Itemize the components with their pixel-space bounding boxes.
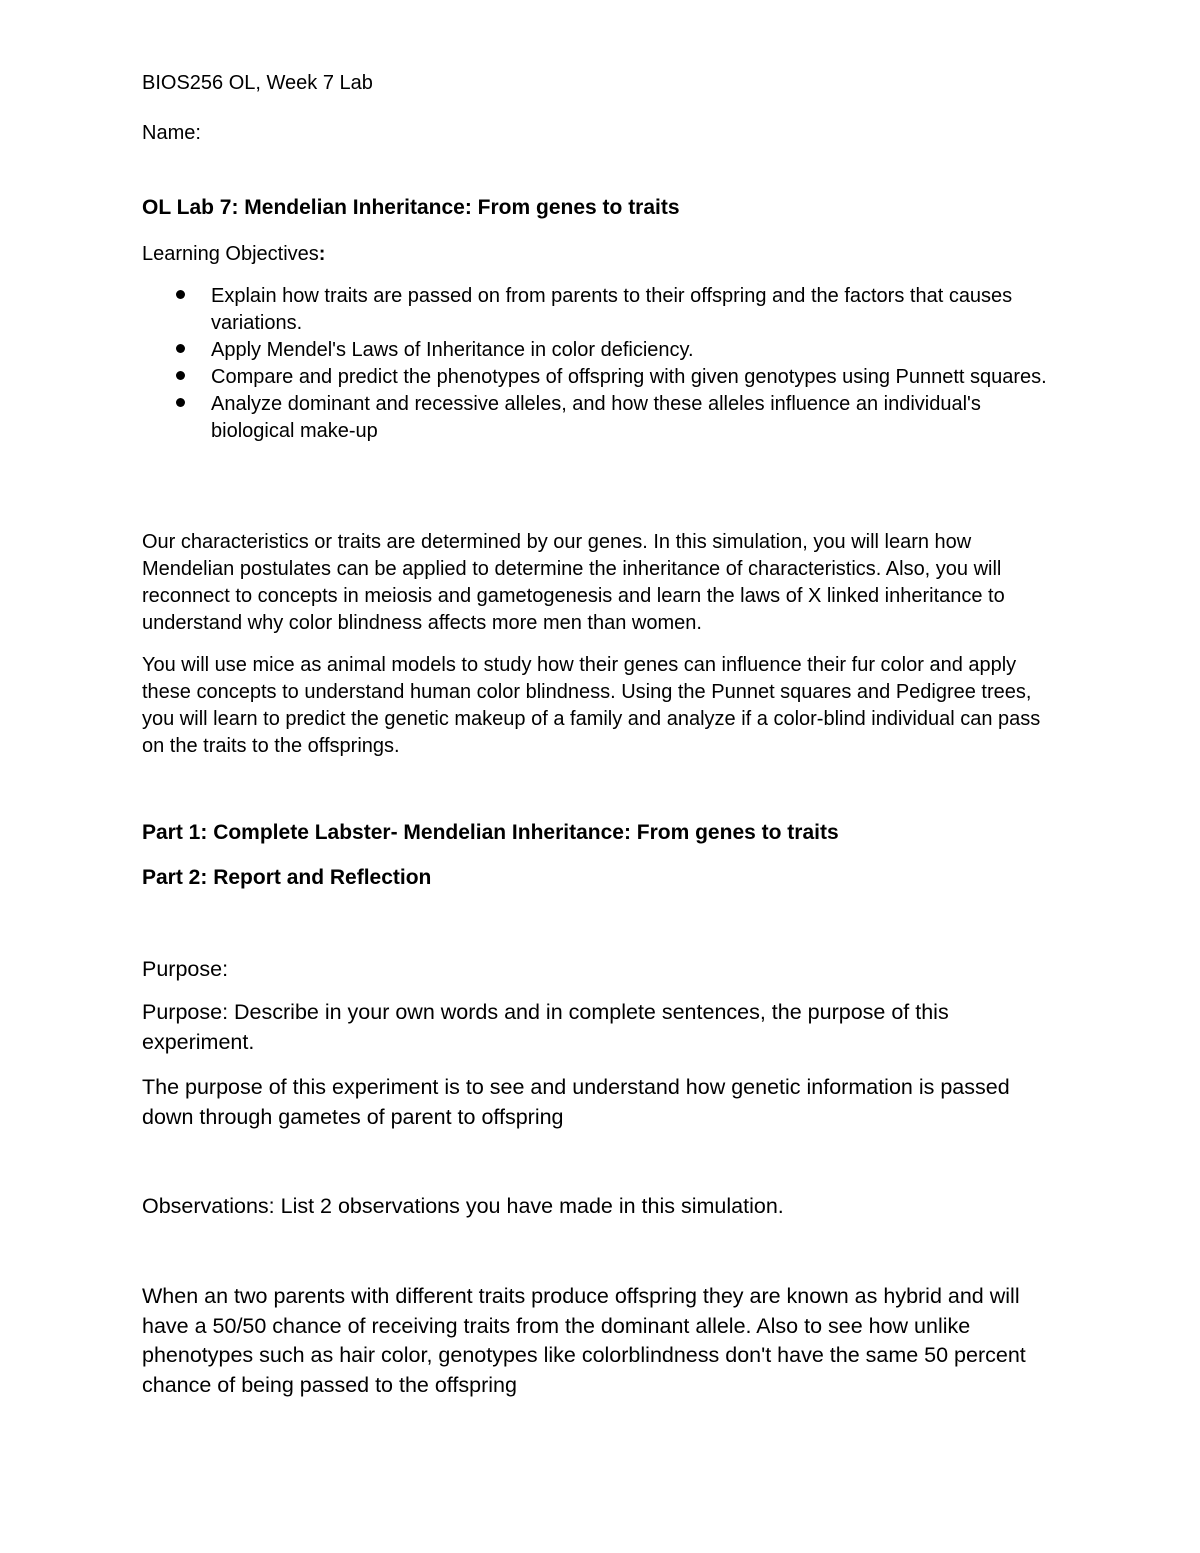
objective-text: Apply Mendel's Laws of Inheritance in color deficiency. xyxy=(211,339,694,361)
objective-item xyxy=(142,283,1062,337)
objective-text: Explain how traits are passed on from parents to their offspring and the factors that causes variations. xyxy=(211,285,1013,334)
objectives-heading xyxy=(142,241,325,268)
objective-item xyxy=(142,364,1062,391)
purpose-label: Purpose: xyxy=(142,957,229,981)
bullet-icon xyxy=(176,290,185,299)
bullet-icon xyxy=(176,344,185,353)
objective-item xyxy=(142,337,1062,364)
course-header: BIOS256 OL, Week 7 Lab xyxy=(142,72,373,94)
objective-text: Analyze dominant and recessive alleles, and how these alleles influence an individual's biological make-up xyxy=(211,393,981,442)
intro-paragraph-2: You will use mice as animal models to study how their genes can influence their fur color and apply these concepts to understand human color blindness. Using the Punnet squares and Pedigree trees, you will learn to predict the genetic makeup of a family and analyze if a color-blind individual can pass on the traits to the offsprings. xyxy=(142,654,1041,757)
lab-title: OL Lab 7: Mendelian Inheritance: From genes to traits xyxy=(142,196,680,219)
objectives-heading-colon: : xyxy=(318,243,326,265)
objective-item xyxy=(142,391,1062,445)
name-label: Name: xyxy=(142,122,201,144)
purpose-answer: The purpose of this experiment is to see and understand how genetic information is passed down through gametes of parent to offspring xyxy=(142,1075,1010,1129)
objective-text: Compare and predict the phenotypes of offspring with given genotypes using Punnett squares. xyxy=(211,366,1047,388)
intro-paragraph-1: Our characteristics or traits are determined by our genes. In this simulation, you will learn how Mendelian postulates can be applied to determine the inheritance of characteristics. Also, you will reconnect to concepts in meiosis and gametogenesis and learn the laws of X linked inheritance to understand why color blindness affects more men than women. xyxy=(142,531,1005,634)
observations-prompt: Observations: List 2 observations you have made in this simulation. xyxy=(142,1194,784,1218)
part-1-heading: Part 1: Complete Labster- Mendelian Inheritance: From genes to traits xyxy=(142,821,839,844)
observations-answer: When an two parents with different traits produce offspring they are known as hybrid and will have a 50/50 chance of receiving traits from the dominant allele. Also to see how unlike phenotypes such as hair color, genotypes like colorblindness don't have the same 50 percent chance of being passed to the offspring xyxy=(142,1284,1026,1397)
objectives-heading-text: Learning Objectives xyxy=(142,243,319,265)
bullet-icon xyxy=(176,371,185,380)
purpose-prompt: Purpose: Describe in your own words and in complete sentences, the purpose of this experiment. xyxy=(142,1000,949,1054)
bullet-icon xyxy=(176,398,185,407)
objectives-list xyxy=(142,283,1062,445)
part-2-heading: Part 2: Report and Reflection xyxy=(142,866,432,889)
